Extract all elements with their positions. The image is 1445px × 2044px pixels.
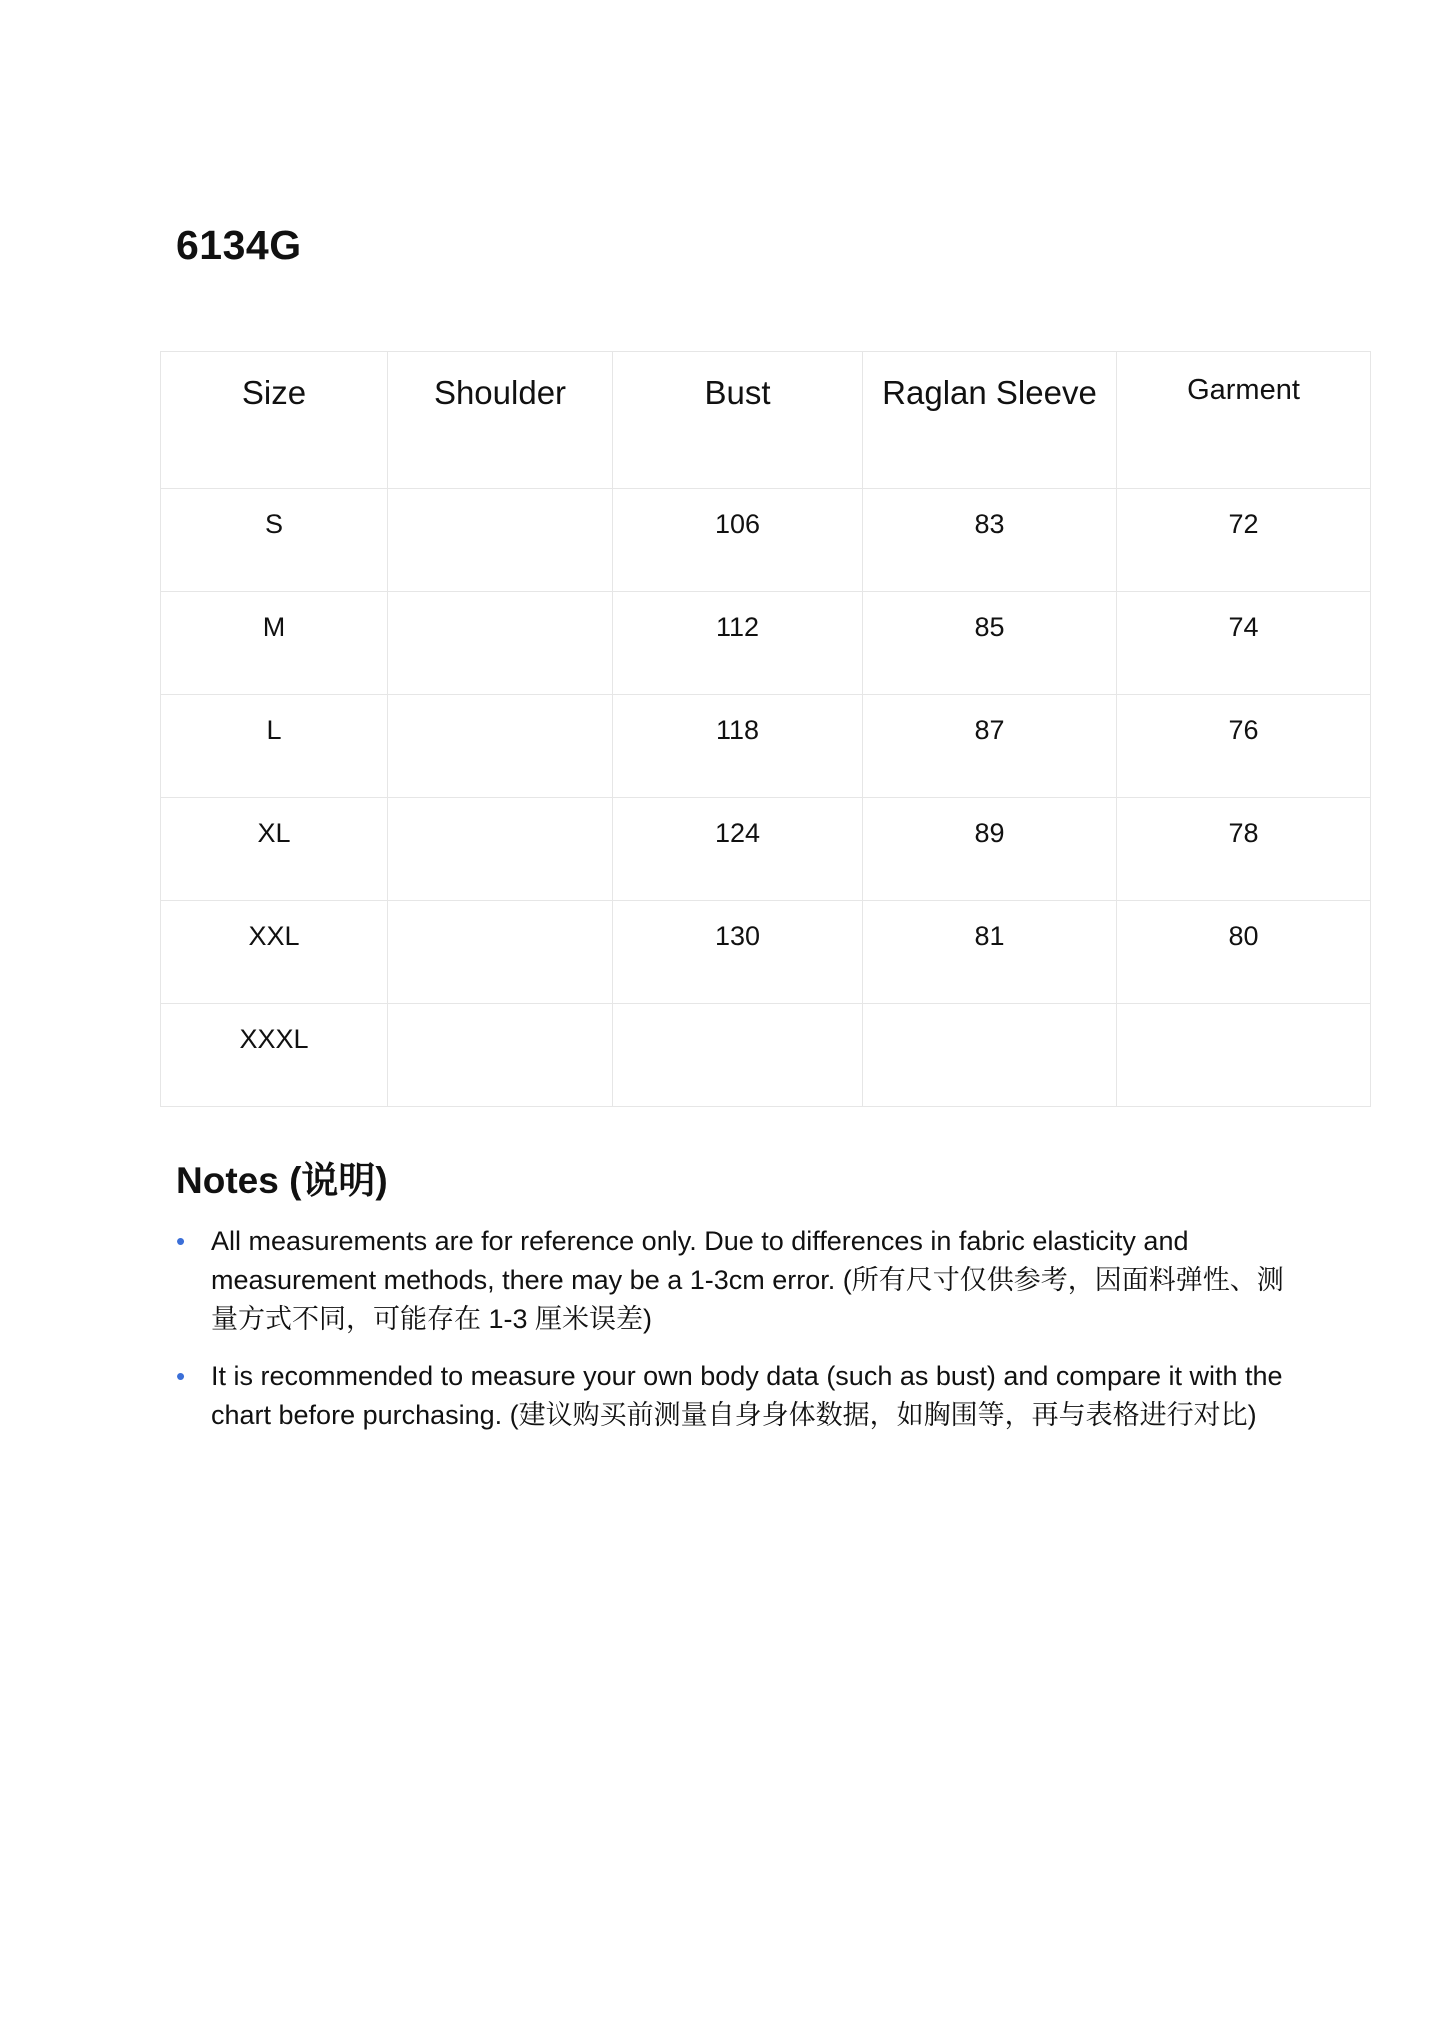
cell-bust: 130	[613, 901, 863, 1004]
cell-garment: 78	[1117, 798, 1371, 901]
size-chart-table	[160, 351, 1371, 1107]
table-row	[161, 489, 1371, 592]
table-row	[161, 901, 1371, 1004]
cell-bust: 124	[613, 798, 863, 901]
cell-size: L	[161, 695, 388, 798]
list-item	[176, 1357, 1296, 1435]
cell-raglan-sleeve: 89	[863, 798, 1117, 901]
table-header-row	[161, 352, 1371, 489]
bullet-icon: •	[176, 1361, 186, 1391]
cell-raglan-sleeve: 83	[863, 489, 1117, 592]
cell-raglan-sleeve	[863, 1004, 1117, 1107]
cell-garment	[1117, 1004, 1371, 1107]
table-row	[161, 798, 1371, 901]
cell-size: S	[161, 489, 388, 592]
header-raglan-sleeve: Raglan Sleeve	[863, 352, 1117, 489]
cell-garment: 72	[1117, 489, 1371, 592]
cell-raglan-sleeve: 81	[863, 901, 1117, 1004]
list-item	[176, 1222, 1296, 1339]
cell-raglan-sleeve: 87	[863, 695, 1117, 798]
header-garment: Garment	[1117, 352, 1371, 489]
table-row	[161, 1004, 1371, 1107]
cell-garment: 80	[1117, 901, 1371, 1004]
page-title: 6134G	[176, 222, 302, 268]
cell-shoulder	[388, 798, 613, 901]
note-text: All measurements are for reference only. Due to differences in fabric elasticity and measurement methods, there may be a 1-3cm error. (所有尺寸仅供参考，因面料弹性、测量方式不同，可能存在 1-3 厘米误差)	[211, 1226, 1284, 1334]
notes-title: Notes (说明)	[176, 1160, 388, 1201]
cell-shoulder	[388, 489, 613, 592]
cell-size: M	[161, 592, 388, 695]
cell-bust	[613, 1004, 863, 1107]
notes-list	[176, 1222, 1296, 1453]
cell-size: XXXL	[161, 1004, 388, 1107]
cell-raglan-sleeve: 85	[863, 592, 1117, 695]
cell-size: XXL	[161, 901, 388, 1004]
cell-bust: 106	[613, 489, 863, 592]
cell-shoulder	[388, 695, 613, 798]
cell-garment: 76	[1117, 695, 1371, 798]
table-row	[161, 592, 1371, 695]
cell-size: XL	[161, 798, 388, 901]
note-text: It is recommended to measure your own body data (such as bust) and compare it with the chart before purchasing. (建议购买前测量自身身体数据，如胸围等，再与表格进行对比)	[211, 1361, 1283, 1430]
table-row	[161, 695, 1371, 798]
header-shoulder: Shoulder	[388, 352, 613, 489]
cell-garment: 74	[1117, 592, 1371, 695]
cell-bust: 118	[613, 695, 863, 798]
cell-shoulder	[388, 1004, 613, 1107]
header-size: Size	[161, 352, 388, 489]
cell-shoulder	[388, 901, 613, 1004]
bullet-icon: •	[176, 1226, 186, 1256]
header-bust: Bust	[613, 352, 863, 489]
cell-shoulder	[388, 592, 613, 695]
cell-bust: 112	[613, 592, 863, 695]
